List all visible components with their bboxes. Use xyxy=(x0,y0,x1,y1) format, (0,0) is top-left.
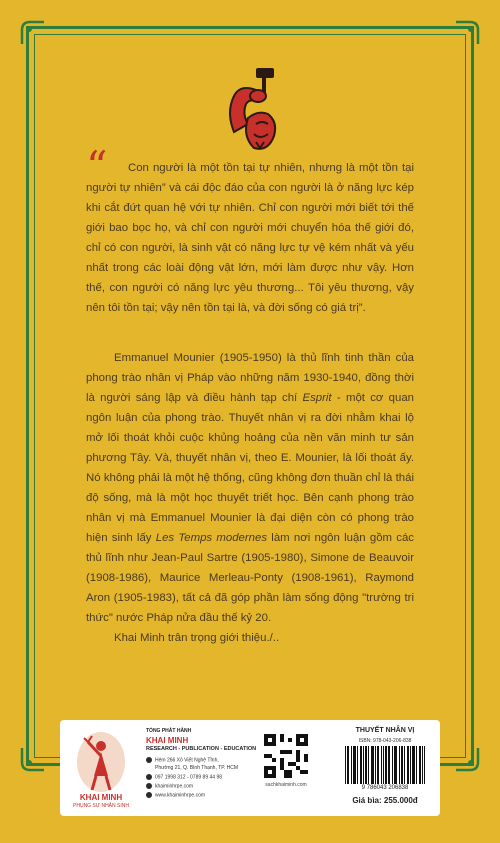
barcode-icon xyxy=(343,746,427,784)
hammer-man-emblem-icon xyxy=(212,62,288,152)
barcode-bar xyxy=(363,746,364,784)
barcode-bar xyxy=(373,746,374,784)
corner-ornament-icon xyxy=(454,20,480,46)
email-line xyxy=(146,783,193,789)
barcode-bar xyxy=(424,746,425,784)
barcode-bar xyxy=(404,746,405,784)
barcode-bar xyxy=(355,746,356,784)
journal-title-esprit: Esprit xyxy=(302,392,332,404)
barcode-bar xyxy=(407,746,408,784)
barcode-bar xyxy=(360,746,361,784)
distributor-tagline: RESEARCH - PUBLICATION - EDUCATION xyxy=(146,746,257,752)
description-body xyxy=(86,348,414,648)
address-line-1: Hẻm 266 Xô Viết Nghệ Tĩnh, xyxy=(155,757,219,764)
barcode-bar xyxy=(372,746,373,784)
barcode-bar xyxy=(401,746,402,784)
email-address: khaiminhrpe.com xyxy=(155,783,194,790)
barcode-bar xyxy=(361,746,362,784)
phone-icon xyxy=(146,774,152,780)
barcode-bar xyxy=(385,746,386,784)
barcode-bar xyxy=(357,746,358,784)
qr-caption: sachkhaiminh.com xyxy=(265,782,307,788)
journal-title-les-temps-modernes: Les Temps modernes xyxy=(155,532,268,544)
barcode-bar xyxy=(402,746,403,784)
barcode-bar xyxy=(408,746,409,784)
barcode-bar xyxy=(377,746,378,784)
barcode-bar xyxy=(419,746,420,784)
corner-ornament-icon xyxy=(20,20,46,46)
barcode-bar xyxy=(412,746,413,784)
barcode-bar xyxy=(383,746,384,784)
publisher-logo-name: KHAI MINH xyxy=(79,793,123,802)
barcode-bar xyxy=(351,746,352,784)
barcode-bar xyxy=(386,746,387,784)
barcode-bar xyxy=(388,746,389,784)
address-line-2: Phường 21, Q. Bình Thạnh, TP. HCM xyxy=(155,765,239,771)
barcode-bar xyxy=(353,746,354,784)
address-line xyxy=(146,757,219,763)
barcode-bar xyxy=(392,746,393,784)
barcode-bar xyxy=(365,746,366,784)
body-text-segment: Emmanuel Mounier (1905-1950) là thủ lĩnh tinh thần của phong trào nhân vị Pháp vào những năm 1930-1940, đồng thời là người sáng lập và điều hành tạp chí xyxy=(86,352,414,404)
barcode-bar xyxy=(422,746,423,784)
barcode-bar xyxy=(394,746,395,784)
barcode-bar xyxy=(396,746,397,784)
distributor-name: KHAI MINH xyxy=(146,736,189,745)
email-icon xyxy=(146,783,152,789)
website-line xyxy=(146,792,205,798)
barcode-bar xyxy=(348,746,349,784)
price-label: Giá bìa: 255.000đ xyxy=(352,796,418,805)
barcode-bar xyxy=(368,746,369,784)
barcode-bar xyxy=(410,746,411,784)
barcode-bar xyxy=(345,746,346,784)
phone-line xyxy=(146,774,222,780)
barcode-bar xyxy=(347,746,348,784)
website-url: www.khaiminhrpe.com xyxy=(155,792,206,799)
barcode-bar xyxy=(413,746,414,784)
barcode-bar xyxy=(395,746,396,784)
barcode-bar xyxy=(378,746,379,784)
barcode-bar xyxy=(420,746,421,784)
phone-number: 097 1998 312 - 0789 89 44 98 xyxy=(155,774,223,781)
series-title: THUYẾT NHÂN VỊ xyxy=(355,727,415,734)
barcode-bar xyxy=(354,746,355,784)
corner-ornament-icon xyxy=(20,746,46,772)
qr-code-icon xyxy=(264,734,308,778)
quote-text: Con người là một tồn tại tự nhiên, nhưng là một tồn tại người tự nhiên” và cái độc đáo của con người là ở năng lực kép khi cắt đứt quan hệ với tự nhiên. Chỉ con người mới biết tới thế giới bao bọc họ, và chỉ con người mới chuyển hóa thế giới đó, chỉ có con người, là sinh vật có năng lực tự vệ kém nhất và yếu nhất trong các loài động vật lớn, mới làm được như vậy. Hơn thế, con người có năng lực yêu thương... Tôi yêu thương, vậy nên tôi tồn tại; vậy nên tồn tại là, và đời sống có giá trị”. xyxy=(86,162,414,314)
barcode-bar xyxy=(416,746,417,784)
globe-icon xyxy=(146,792,152,798)
publisher-logo-tagline: PHỤNG SỰ NHÂN SINH xyxy=(73,803,129,809)
location-icon xyxy=(146,757,152,763)
barcode-bar xyxy=(371,746,372,784)
quote-mark-icon: “ xyxy=(86,142,108,191)
isbn-text: ISBN: 978-043-206-838 xyxy=(358,738,412,744)
body-text-segment: - một cơ quan ngôn luận của phong trào. Thuyết nhân vị ra đời nhằm khai lộ mở lối thoát khỏi cuộc khủng hoảng của nền văn minh tư sản phương Tây. Và, thuyết nhân vị, theo E. Mounier, là lối thoát ấy. Nó không phải là một hệ thống, cũng không đơn thuần chỉ là thái độ sống, mà là một học thuyết triết học. Bên cạnh phong trào nhân vị mà Emmanuel Mounier là đại diện còn có phong trào hiện sinh lấy xyxy=(86,392,414,544)
closing-line: Khai Minh trân trọng giới thiệu./.. xyxy=(114,632,280,644)
barcode-bar xyxy=(399,746,400,784)
description-paragraph xyxy=(86,348,414,628)
body-text-segment: làm nơi ngôn luận gồm các thủ lĩnh như Jean-Paul Sartre (1905-1980), Simone de Beauvoir (1908-1986), Maurice Merleau-Ponty (1908-1961), Raymond Aron (1905-1983), tất cả đã góp phần làm sống động "trường tri thức" nước Pháp nửa đầu thế kỷ 20. xyxy=(86,532,414,624)
barcode-number: 9 786043 206838 xyxy=(361,785,409,791)
barcode-bar xyxy=(366,746,367,784)
distributor-label: TỔNG PHÁT HÀNH xyxy=(146,728,192,734)
corner-ornament-icon xyxy=(454,746,480,772)
barcode-bar xyxy=(381,746,382,784)
barcode-bar xyxy=(389,746,390,784)
barcode-bar xyxy=(375,746,376,784)
barcode-bar xyxy=(414,746,415,784)
